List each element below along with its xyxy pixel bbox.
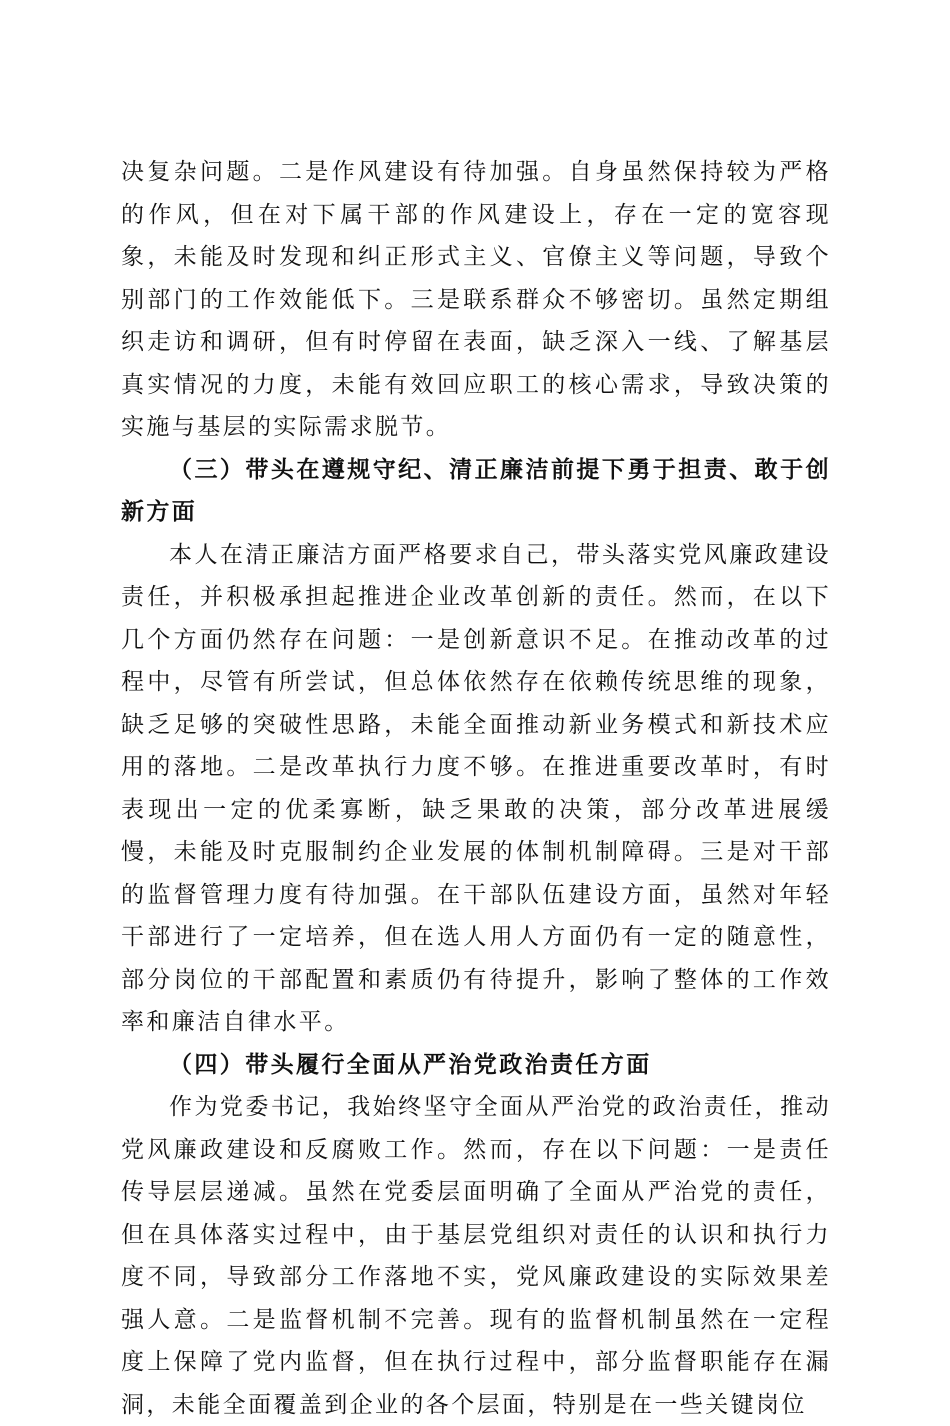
section-heading-four: （四）带头履行全面从严治党政治责任方面 (169, 1050, 652, 1078)
section-heading-three: （三）带头在遵规守纪、清正廉洁前提下勇于担责、敢于创新方面 (121, 455, 831, 525)
paragraph-section-three: 本人在清正廉洁方面严格要求自己，带头落实党风廉政建设责任，并积极承担起推进企业改革创新的责任。然而，在以下几个方面仍然存在问题：一是创新意识不足。在推动改革的过程中，尽管有所尝试，但总体依然存在依赖传统思维的现象，缺乏足够的突破性思路，未能全面推动新业务模式和新技术应用的落地。二是改革执行力度不够。在推进重要改革时，有时表现出一定的优柔寡断，缺乏果敢的决策，部分改革进展缓慢，未能及时克服制约企业发展的体制机制障碍。三是对干部的监督管理力度有待加强。在干部队伍建设方面，虽然对年轻干部进行了一定培养，但在选人用人方面仍有一定的随意性，部分岗位的干部配置和素质仍有待提升，影响了整体的工作效率和廉洁自律水平。 (121, 541, 831, 1035)
paragraph-section-four: 作为党委书记，我始终坚守全面从严治党的政治责任，推动党风廉政建设和反腐败工作。然而，存在以下问题：一是责任传导层层递减。虽然在党委层面明确了全面从严治党的责任，但在具体落实过程中，由于基层党组织对责任的认识和执行力度不同，导致部分工作落地不实，党风廉政建设的实际效果差强人意。二是监督机制不完善。现有的监督机制虽然在一定程度上保障了党内监督，但在执行过程中，部分监督职能存在漏洞，未能全面覆盖到企业的各个层面，特别是在一些关键岗位 (121, 1094, 831, 1418)
document-body (121, 151, 831, 1426)
paragraph-continuation: 决复杂问题。二是作风建设有待加强。自身虽然保持较为严格的作风，但在对下属干部的作风建设上，存在一定的宽容现象，未能及时发现和纠正形式主义、官僚主义等问题，导致个别部门的工作效能低下。三是联系群众不够密切。虽然定期组织走访和调研，但有时停留在表面，缺乏深入一线、了解基层真实情况的力度，未能有效回应职工的核心需求，导致决策的实施与基层的实际需求脱节。 (121, 159, 831, 440)
